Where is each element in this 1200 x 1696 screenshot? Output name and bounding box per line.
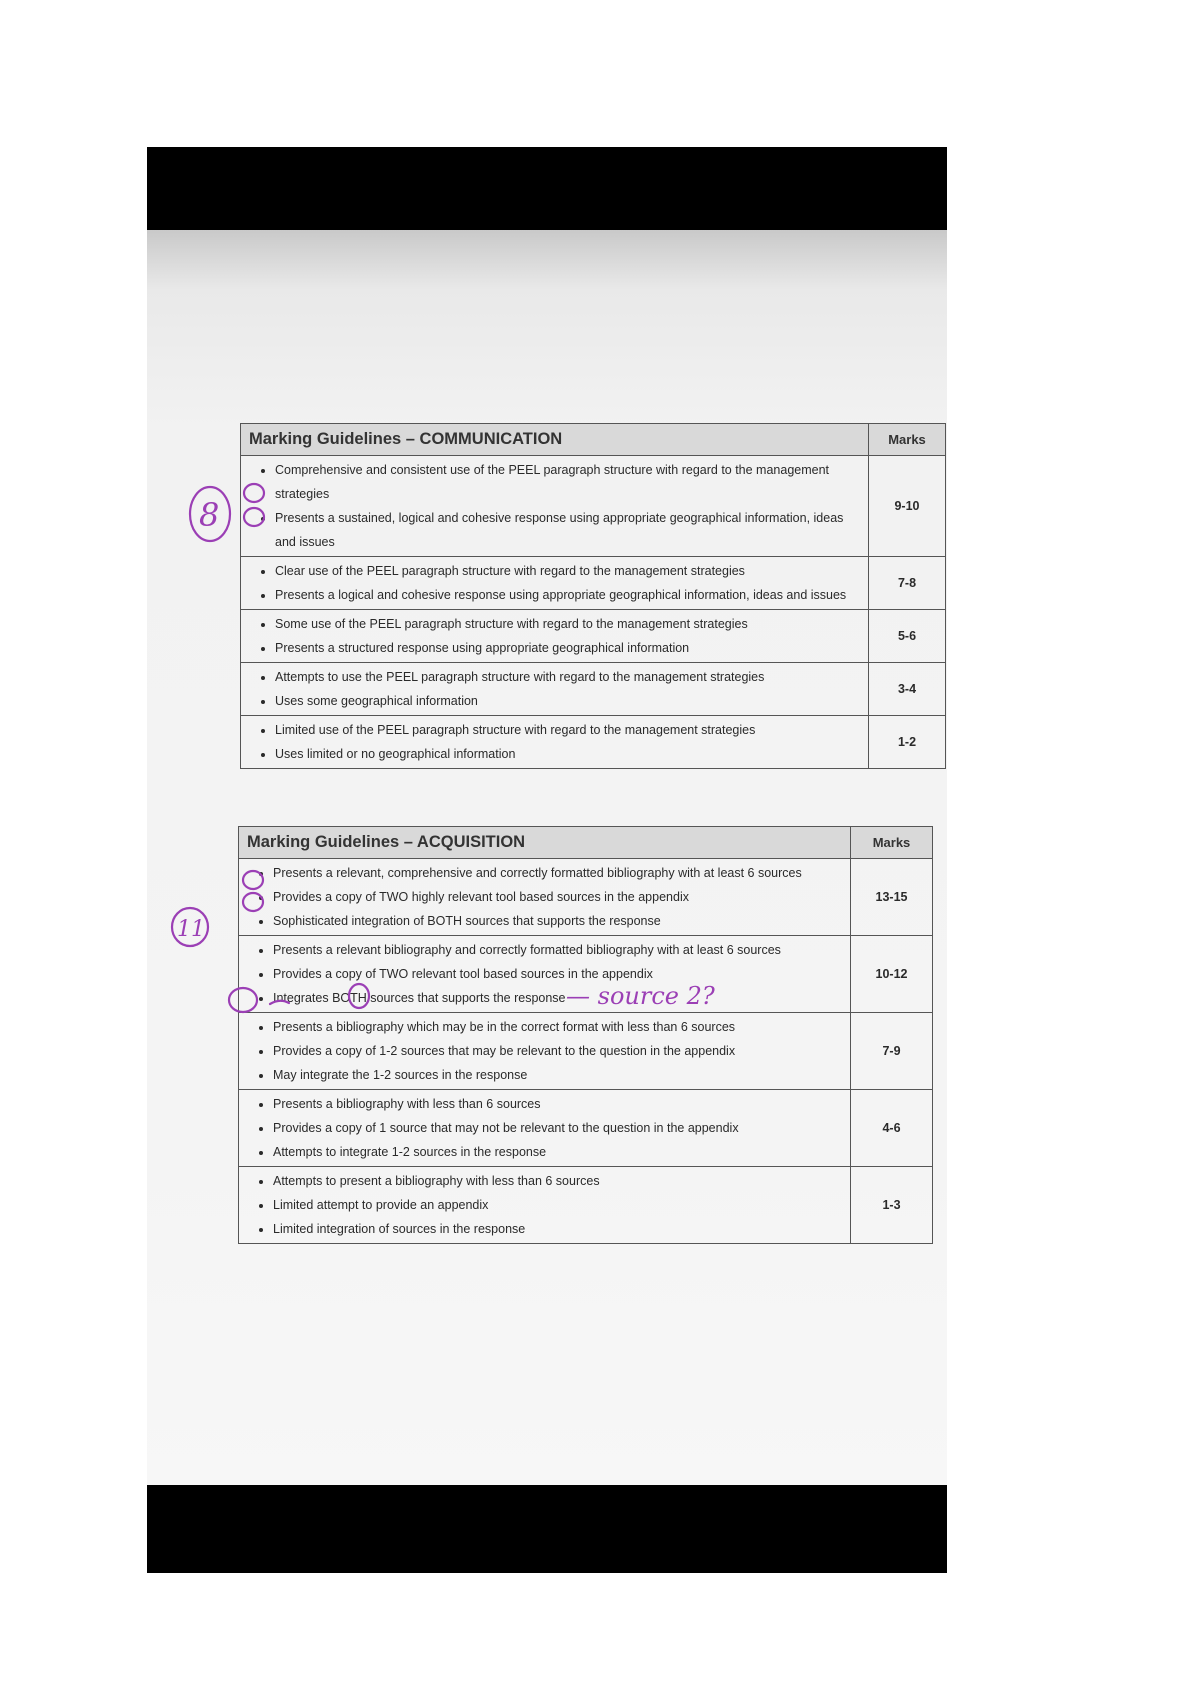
table-row	[239, 859, 933, 936]
table-row	[239, 936, 933, 1013]
marks-header: Marks	[869, 424, 946, 456]
criterion: • Attempts to present a bibliography with less than 6 sources	[273, 1169, 842, 1193]
criterion: • May integrate the 1-2 sources in the response	[273, 1063, 842, 1087]
table-row	[239, 1167, 933, 1244]
marks-value: 5-6	[869, 610, 946, 663]
criterion: • Provides a copy of TWO highly relevant tool based sources in the appendix	[273, 885, 842, 909]
table-row	[239, 1090, 933, 1167]
criterion: • Presents a structured response using appropriate geographical information	[275, 636, 860, 660]
table-title: Marking Guidelines – COMMUNICATION	[241, 424, 869, 456]
communication-guidelines-table	[240, 423, 946, 769]
criterion: • Uses some geographical information	[275, 689, 860, 713]
marks-value: 9-10	[869, 456, 946, 557]
criterion: • Limited attempt to provide an appendix	[273, 1193, 842, 1217]
criterion: • Some use of the PEEL paragraph structure with regard to the management strategies	[275, 612, 860, 636]
criterion: • Provides a copy of TWO relevant tool based sources in the appendix	[273, 962, 842, 986]
marks-value: 4-6	[851, 1090, 933, 1167]
criterion: • Attempts to use the PEEL paragraph structure with regard to the management strategies	[275, 665, 860, 689]
table-header-row	[241, 424, 946, 456]
marks-value: 3-4	[869, 663, 946, 716]
marks-header: Marks	[851, 827, 933, 859]
black-border-bottom	[147, 1485, 947, 1573]
table-header-row	[239, 827, 933, 859]
margin-note: — source 2?	[566, 982, 715, 1010]
table-row	[241, 557, 946, 610]
marks-value: 7-8	[869, 557, 946, 610]
criterion: • Comprehensive and consistent use of the PEEL paragraph structure with regard to the management strategies	[275, 458, 860, 506]
criterion: • Presents a bibliography with less than 6 sources	[273, 1092, 842, 1116]
marks-value: 10-12	[851, 936, 933, 1013]
criterion: • Limited integration of sources in the response	[273, 1217, 842, 1241]
criterion: • Presents a logical and cohesive response using appropriate geographical information, ideas and issues	[275, 583, 860, 607]
table-row	[239, 1013, 933, 1090]
table-row	[241, 610, 946, 663]
marks-value: 1-2	[869, 716, 946, 769]
criterion: • Clear use of the PEEL paragraph structure with regard to the management strategies	[275, 559, 860, 583]
criterion: • Presents a sustained, logical and cohesive response using appropriate geographical information, ideas and issues	[275, 506, 860, 554]
table-row	[241, 456, 946, 557]
paper-sheet	[147, 230, 947, 1485]
scanned-photo	[147, 147, 947, 1573]
criterion: • Presents a relevant, comprehensive and correctly formatted bibliography with at least 6 sources	[273, 861, 842, 885]
acquisition-guidelines-table	[238, 826, 933, 1244]
acquisition-score: 11	[177, 917, 205, 942]
black-border-top	[147, 147, 947, 230]
criterion: • Presents a relevant bibliography and correctly formatted bibliography with at least 6 sources	[273, 938, 842, 962]
table-row	[241, 716, 946, 769]
marks-value: 7-9	[851, 1013, 933, 1090]
criterion: • Integrates BOTH sources that supports the response	[273, 986, 842, 1010]
criterion: • Provides a copy of 1-2 sources that may be relevant to the question in the appendix	[273, 1039, 842, 1063]
marks-value: 13-15	[851, 859, 933, 936]
criterion: • Attempts to integrate 1-2 sources in the response	[273, 1140, 842, 1164]
communication-score: 8	[199, 496, 220, 534]
criterion: • Provides a copy of 1 source that may not be relevant to the question in the appendix	[273, 1116, 842, 1140]
marks-value: 1-3	[851, 1167, 933, 1244]
criterion: • Presents a bibliography which may be in the correct format with less than 6 sources	[273, 1015, 842, 1039]
table-row	[241, 663, 946, 716]
criterion: • Limited use of the PEEL paragraph structure with regard to the management strategies	[275, 718, 860, 742]
table-title: Marking Guidelines – ACQUISITION	[239, 827, 851, 859]
criterion: • Uses limited or no geographical information	[275, 742, 860, 766]
criterion: • Sophisticated integration of BOTH sources that supports the response	[273, 909, 842, 933]
